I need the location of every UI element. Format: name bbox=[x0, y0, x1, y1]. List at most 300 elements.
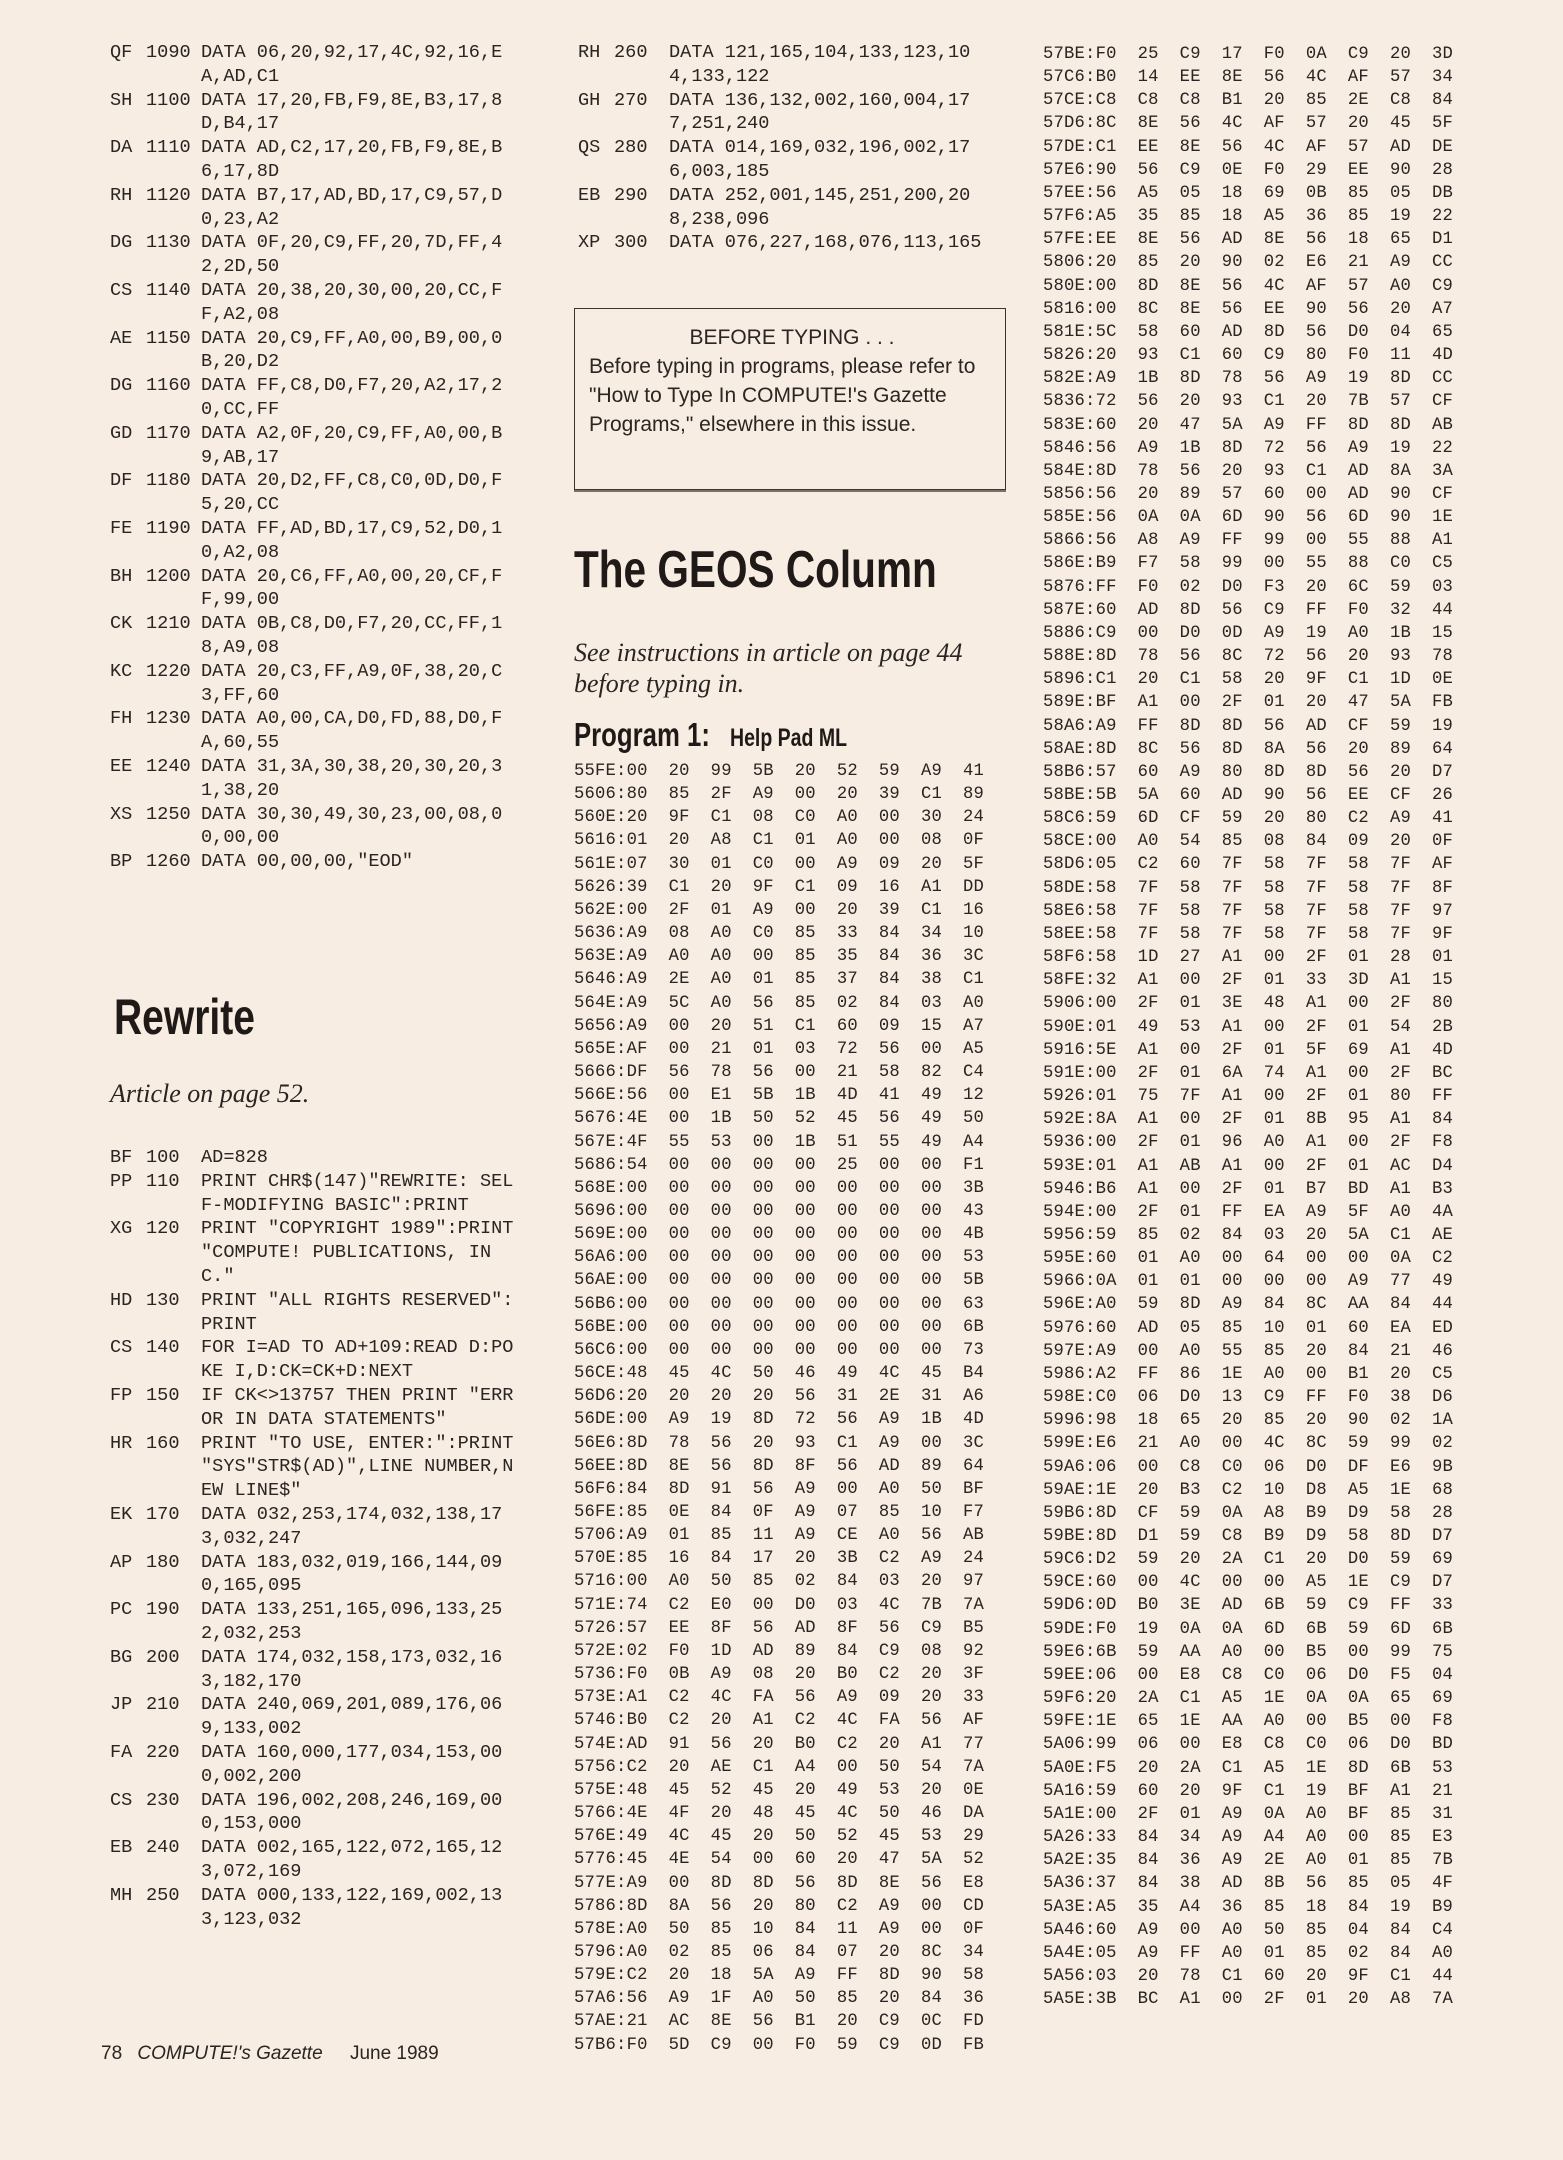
article-title-rewrite: Rewrite bbox=[114, 989, 255, 1045]
checksum: JP bbox=[110, 1694, 133, 1716]
hex-line: 5736:F0 0B A9 08 20 B0 C2 20 3F bbox=[574, 1665, 985, 1685]
hex-line: 59A6:06 00 C8 C0 06 D0 DF E6 9B bbox=[1043, 1457, 1454, 1477]
listing-line bbox=[110, 707, 521, 755]
checksum: EE bbox=[110, 755, 133, 777]
basic-listing-continued bbox=[110, 41, 521, 874]
hex-line: 5A16:59 60 20 9F C1 19 BF A1 21 bbox=[1043, 1781, 1454, 1801]
hex-line: 573E:A1 C2 4C FA 56 A9 09 20 33 bbox=[574, 1688, 985, 1708]
hex-line: 5876:FF F0 02 D0 F3 20 6C 59 03 bbox=[1043, 577, 1454, 597]
checksum: GH bbox=[578, 89, 601, 111]
checksum: CS bbox=[110, 279, 133, 301]
hex-line: 574E:AD 91 56 20 B0 C2 20 A1 77 bbox=[574, 1734, 985, 1754]
code: DATA 121,165,104,133,123,104,133,122 bbox=[669, 42, 971, 87]
listing-line bbox=[110, 1693, 521, 1741]
hex-line: 584E:8D 78 56 20 93 C1 AD 8A 3A bbox=[1043, 461, 1454, 481]
code: DATA A2,0F,20,C9,FF,A0,00,B9,AB,17 bbox=[201, 422, 503, 468]
hex-line: 59C6:D2 59 20 2A C1 20 D0 59 69 bbox=[1043, 1550, 1454, 1570]
program-name: Help Pad ML bbox=[730, 724, 848, 752]
listing-line bbox=[578, 136, 989, 184]
hex-line: 598E:C0 06 D0 13 C9 FF F0 38 D6 bbox=[1043, 1388, 1454, 1408]
code: DATA 0F,20,C9,FF,20,7D,FF,42,2D,50 bbox=[201, 232, 503, 278]
program-label: Program 1: bbox=[574, 716, 710, 753]
page-number: 78 bbox=[101, 2043, 123, 2064]
line-number: 100 bbox=[146, 1147, 180, 1168]
hex-line: 593E:01 A1 AB A1 00 2F 01 AC D4 bbox=[1043, 1156, 1454, 1176]
checksum: CS bbox=[110, 1337, 133, 1359]
hex-line: 56AE:00 00 00 00 00 00 00 00 5B bbox=[574, 1271, 985, 1291]
hex-line: 57D6:8C 8E 56 4C AF 57 20 45 5F bbox=[1043, 114, 1454, 134]
listing-line bbox=[110, 327, 521, 375]
code: PRINT "ALL RIGHTS RESERVED":PRINT bbox=[201, 1289, 514, 1335]
listing-line bbox=[110, 1741, 521, 1789]
hex-line: 57CE:C8 C8 C8 B1 20 85 2E C8 84 bbox=[1043, 91, 1454, 111]
checksum: MH bbox=[110, 1884, 133, 1906]
hex-line: 5626:39 C1 20 9F C1 09 16 A1 DD bbox=[574, 877, 985, 897]
hex-line: 59D6:0D B0 3E AD 6B 59 C9 FF 33 bbox=[1043, 1596, 1454, 1616]
listing-line bbox=[110, 1217, 525, 1288]
code: IF CK<>13757 THEN PRINT "ERROR IN DATA STATEMENTS" bbox=[201, 1384, 514, 1430]
listing-line bbox=[110, 89, 521, 137]
line-number: 160 bbox=[146, 1432, 180, 1454]
checksum: BP bbox=[110, 851, 133, 873]
checksum: BG bbox=[110, 1646, 133, 1668]
hex-line: 59DE:F0 19 0A 0A 6D 6B 59 6D 6B bbox=[1043, 1619, 1454, 1639]
hex-line: 5696:00 00 00 00 00 00 00 00 43 bbox=[574, 1201, 985, 1221]
hex-line: 5A56:03 20 78 C1 60 20 9F C1 44 bbox=[1043, 1966, 1454, 1986]
hex-line: 5886:C9 00 D0 0D A9 19 A0 1B 15 bbox=[1043, 623, 1454, 643]
hex-line: 569E:00 00 00 00 00 00 00 00 4B bbox=[574, 1225, 985, 1245]
hex-line: 589E:BF A1 00 2F 01 20 47 5A FB bbox=[1043, 693, 1454, 713]
hex-line: 58CE:00 A0 54 85 08 84 09 20 0F bbox=[1043, 832, 1454, 852]
code: DATA 20,C9,FF,A0,00,B9,00,0B,20,D2 bbox=[201, 327, 503, 373]
line-number: 260 bbox=[614, 42, 648, 63]
hex-line: 56F6:84 8D 91 56 A9 00 A0 50 BF bbox=[574, 1479, 985, 1499]
listing-line bbox=[110, 1646, 521, 1694]
listing-line bbox=[578, 89, 989, 137]
listing-line bbox=[110, 850, 521, 874]
hex-line: 5606:80 85 2F A9 00 20 39 C1 89 bbox=[574, 785, 985, 805]
hex-line: 5826:20 93 C1 60 C9 80 F0 11 4D bbox=[1043, 346, 1454, 366]
code: DATA B7,17,AD,BD,17,C9,57,D0,23,A2 bbox=[201, 184, 503, 230]
code: PRINT "TO USE, ENTER:":PRINT "SYS"STR$(AD)",LINE NUMBER,NEW LINE$" bbox=[201, 1432, 525, 1502]
hex-line: 5906:00 2F 01 3E 48 A1 00 2F 80 bbox=[1043, 994, 1454, 1014]
listing-line bbox=[110, 184, 521, 232]
article-subtitle-geos: See instructions in article on page 44 before typing in. bbox=[574, 638, 963, 698]
hex-line: 582E:A9 1B 8D 78 56 A9 19 8D CC bbox=[1043, 369, 1454, 389]
checksum: XG bbox=[110, 1218, 133, 1240]
checksum: DF bbox=[110, 470, 133, 492]
line-number: 1170 bbox=[146, 422, 191, 444]
hex-line: 58EE:58 7F 58 7F 58 7F 58 7F 9F bbox=[1043, 924, 1454, 944]
article-title-geos: The GEOS Column bbox=[574, 541, 937, 599]
hex-line: 58D6:05 C2 60 7F 58 7F 58 7F AF bbox=[1043, 855, 1454, 875]
hex-line: 5746:B0 C2 20 A1 C2 4C FA 56 AF bbox=[574, 1711, 985, 1731]
hex-line: 561E:07 30 01 C0 00 A9 09 20 5F bbox=[574, 854, 985, 874]
hex-line: 596E:A0 59 8D A9 84 8C AA 84 44 bbox=[1043, 1295, 1454, 1315]
hex-line: 566E:56 00 E1 5B 1B 4D 41 49 12 bbox=[574, 1086, 985, 1106]
checksum: HD bbox=[110, 1289, 133, 1311]
code: DATA 002,165,122,072,165,123,072,169 bbox=[201, 1837, 503, 1882]
checksum: FE bbox=[110, 517, 133, 539]
listing-line bbox=[110, 565, 521, 613]
listing-line bbox=[578, 184, 989, 232]
hex-line: 5966:0A 01 01 00 00 00 A9 77 49 bbox=[1043, 1272, 1454, 1292]
hex-line: 5A26:33 84 34 A9 A4 A0 00 85 E3 bbox=[1043, 1828, 1454, 1848]
line-number: 250 bbox=[146, 1884, 180, 1906]
hex-line: 57E6:90 56 C9 0E F0 29 EE 90 28 bbox=[1043, 160, 1454, 180]
line-number: 170 bbox=[146, 1503, 180, 1525]
hex-line: 55FE:00 20 99 5B 20 52 59 A9 41 bbox=[574, 762, 985, 781]
checksum: CK bbox=[110, 613, 133, 635]
issue-date: June 1989 bbox=[349, 2043, 439, 2064]
hex-line: 5616:01 20 A8 C1 01 A0 00 08 0F bbox=[574, 831, 985, 851]
hex-line: 57C6:B0 14 EE 8E 56 4C AF 57 34 bbox=[1043, 68, 1454, 88]
hex-line: 57BE:F0 25 C9 17 F0 0A C9 20 3D bbox=[1043, 45, 1454, 64]
hex-line: 5836:72 56 20 93 C1 20 7B 57 CF bbox=[1043, 392, 1454, 412]
hex-line: 58A6:A9 FF 8D 8D 56 AD CF 59 19 bbox=[1043, 716, 1454, 736]
hex-line: 568E:00 00 00 00 00 00 00 00 3B bbox=[574, 1178, 985, 1198]
checksum: FH bbox=[110, 708, 133, 730]
listing-line bbox=[110, 1836, 521, 1884]
hex-line: 59F6:20 2A C1 A5 1E 0A 0A 65 69 bbox=[1043, 1689, 1454, 1709]
checksum: AP bbox=[110, 1551, 133, 1573]
code: DATA 133,251,165,096,133,252,032,253 bbox=[201, 1599, 503, 1644]
hex-line: 586E:B9 F7 58 99 00 55 88 C0 C5 bbox=[1043, 554, 1454, 574]
hex-line: 5636:A9 08 A0 C0 85 33 84 34 10 bbox=[574, 924, 985, 944]
program-header bbox=[574, 716, 880, 754]
hex-line: 595E:60 01 A0 00 64 00 00 0A C2 bbox=[1043, 1249, 1454, 1269]
line-number: 1180 bbox=[146, 470, 191, 492]
hex-line: 58FE:32 A1 00 2F 01 33 3D A1 15 bbox=[1043, 971, 1454, 991]
hex-line: 576E:49 4C 45 20 50 52 45 53 29 bbox=[574, 1827, 985, 1847]
checksum: FP bbox=[110, 1384, 133, 1406]
code: DATA 000,133,122,169,002,133,123,032 bbox=[201, 1884, 503, 1930]
hex-line: 585E:56 0A 0A 6D 90 56 6D 90 1E bbox=[1043, 508, 1454, 528]
code: DATA 183,032,019,166,144,090,165,095 bbox=[201, 1551, 503, 1597]
listing-line bbox=[578, 41, 989, 89]
listing-line bbox=[110, 1432, 525, 1503]
hex-line: 5786:8D 8A 56 20 80 C2 A9 00 CD bbox=[574, 1896, 985, 1916]
listing-line bbox=[110, 755, 521, 803]
line-number: 140 bbox=[146, 1337, 180, 1359]
listing-line bbox=[110, 1289, 521, 1337]
listing-line bbox=[110, 422, 521, 470]
listing-line bbox=[110, 803, 521, 851]
listing-line bbox=[110, 469, 521, 517]
code: DATA 014,169,032,196,002,176,003,185 bbox=[669, 137, 971, 182]
checksum: DG bbox=[110, 232, 133, 254]
checksum: PC bbox=[110, 1599, 133, 1621]
line-number: 1100 bbox=[146, 89, 191, 111]
hex-line: 571E:74 C2 E0 00 D0 03 4C 7B 7A bbox=[574, 1595, 985, 1615]
listing-line bbox=[110, 1146, 521, 1170]
hex-line: 5A06:99 06 00 E8 C8 C0 06 D0 BD bbox=[1043, 1735, 1454, 1755]
checksum: BF bbox=[110, 1147, 133, 1168]
checksum: DA bbox=[110, 137, 133, 159]
listing-line bbox=[110, 231, 521, 279]
hex-line: 56E6:8D 78 56 20 93 C1 A9 00 3C bbox=[574, 1433, 985, 1453]
article-subtitle-rewrite: Article on page 52. bbox=[110, 1079, 310, 1108]
hex-listing-middle bbox=[574, 760, 984, 2057]
hex-line: 567E:4F 55 53 00 1B 51 55 49 A4 bbox=[574, 1132, 985, 1152]
hex-line: 599E:E6 21 A0 00 4C 8C 59 99 02 bbox=[1043, 1434, 1454, 1454]
code: DATA 0B,C8,D0,F7,20,CC,FF,18,A9,08 bbox=[201, 613, 503, 658]
hex-line: 58BE:5B 5A 60 AD 90 56 EE CF 26 bbox=[1043, 786, 1454, 805]
hex-line: 5A5E:3B BC A1 00 2F 01 20 A8 7A bbox=[1043, 1990, 1454, 2010]
code: DATA 160,000,177,034,153,000,002,200 bbox=[201, 1741, 503, 1787]
listing-line bbox=[110, 1384, 521, 1432]
line-number: 280 bbox=[614, 137, 648, 159]
checksum: EB bbox=[110, 1837, 133, 1859]
code: DATA 31,3A,30,38,20,30,20,31,38,20 bbox=[201, 755, 503, 801]
hex-line: 56CE:48 45 4C 50 46 49 4C 45 B4 bbox=[574, 1364, 985, 1384]
code: DATA 20,C3,FF,A9,0F,38,20,C3,FF,60 bbox=[201, 660, 503, 706]
hex-line: 5646:A9 2E A0 01 85 37 84 38 C1 bbox=[574, 970, 985, 990]
listing-line bbox=[578, 231, 989, 255]
hex-line: 5686:54 00 00 00 00 25 00 00 F1 bbox=[574, 1155, 985, 1175]
listing-line bbox=[110, 1170, 521, 1218]
hex-line: 59BE:8D D1 59 C8 B9 D9 58 8D D7 bbox=[1043, 1527, 1454, 1546]
hex-line: 5A4E:05 A9 FF A0 01 85 02 84 A0 bbox=[1043, 1943, 1454, 1963]
hex-line: 5816:00 8C 8E 56 EE 90 56 20 A7 bbox=[1043, 299, 1454, 319]
line-number: 150 bbox=[146, 1384, 180, 1406]
checksum: KC bbox=[110, 660, 133, 682]
listing-line bbox=[110, 1598, 521, 1646]
line-number: 1260 bbox=[146, 851, 191, 873]
hex-line: 580E:00 8D 8E 56 4C AF 57 A0 C9 bbox=[1043, 276, 1454, 296]
line-number: 220 bbox=[146, 1741, 180, 1763]
hex-line: 594E:00 2F 01 FF EA A9 5F A0 4A bbox=[1043, 1202, 1454, 1222]
hex-line: 57FE:EE 8E 56 AD 8E 56 18 65 D1 bbox=[1043, 230, 1454, 250]
hex-line: 5726:57 EE 8F 56 AD 8F 56 C9 B5 bbox=[574, 1618, 985, 1638]
before-typing-body: Before typing in programs, please refer to "How to Type In COMPUTE!'s Gazette Programs," elsewhere in this issue. bbox=[589, 355, 976, 436]
hex-line: 57F6:A5 35 85 18 A5 36 85 19 22 bbox=[1043, 207, 1454, 227]
hex-line: 5946:B6 A1 00 2F 01 B7 BD A1 B3 bbox=[1043, 1179, 1454, 1199]
code: DATA 06,20,92,17,4C,92,16,EA,AD,C1 bbox=[201, 42, 503, 87]
line-number: 180 bbox=[146, 1551, 180, 1573]
hex-line: 5676:4E 00 1B 50 52 45 56 49 50 bbox=[574, 1109, 985, 1129]
checksum: FA bbox=[110, 1741, 133, 1763]
hex-line: 59CE:60 00 4C 00 00 A5 1E C9 D7 bbox=[1043, 1573, 1454, 1593]
checksum: QS bbox=[578, 137, 601, 159]
hex-line: 575E:48 45 52 45 20 49 53 20 0E bbox=[574, 1780, 985, 1800]
hex-line: 56DE:00 A9 19 8D 72 56 A9 1B 4D bbox=[574, 1410, 985, 1430]
hex-line: 583E:60 20 47 5A A9 FF 8D 8D AB bbox=[1043, 415, 1454, 435]
hex-line: 579E:C2 20 18 5A A9 FF 8D 90 58 bbox=[574, 1966, 985, 1986]
hex-line: 56BE:00 00 00 00 00 00 00 00 6B bbox=[574, 1317, 985, 1337]
hex-line: 5896:C1 20 C1 58 20 9F C1 1D 0E bbox=[1043, 670, 1454, 690]
line-number: 110 bbox=[146, 1170, 180, 1192]
hex-line: 5776:45 4E 54 00 60 20 47 5A 52 bbox=[574, 1850, 985, 1870]
line-number: 270 bbox=[614, 89, 648, 111]
hex-line: 5666:DF 56 78 56 00 21 58 82 C4 bbox=[574, 1063, 985, 1083]
line-number: 230 bbox=[146, 1789, 180, 1811]
before-typing-title: BEFORE TYPING . . . bbox=[689, 326, 895, 349]
hex-line: 56C6:00 00 00 00 00 00 00 00 73 bbox=[574, 1340, 985, 1360]
hex-line: 59E6:6B 59 AA A0 00 B5 00 99 75 bbox=[1043, 1642, 1454, 1662]
hex-line: 592E:8A A1 00 2F 01 8B 95 A1 84 bbox=[1043, 1110, 1454, 1130]
hex-line: 57A6:56 A9 1F A0 50 85 20 84 36 bbox=[574, 1989, 985, 2009]
hex-line: 58AE:8D 8C 56 8D 8A 56 20 89 64 bbox=[1043, 739, 1454, 759]
listing-line bbox=[110, 41, 521, 89]
listing-line bbox=[110, 612, 521, 660]
line-number: 1140 bbox=[146, 279, 191, 301]
hex-line: 590E:01 49 53 A1 00 2F 01 54 2B bbox=[1043, 1017, 1454, 1037]
hex-line: 5936:00 2F 01 96 A0 A1 00 2F F8 bbox=[1043, 1133, 1454, 1153]
hex-line: 564E:A9 5C A0 56 85 02 84 03 A0 bbox=[574, 993, 985, 1013]
hex-line: 5986:A2 FF 86 1E A0 00 B1 20 C5 bbox=[1043, 1364, 1454, 1384]
hex-line: 57B6:F0 5D C9 00 F0 59 C9 0D FB bbox=[574, 2035, 985, 2055]
hex-line: 58B6:57 60 A9 80 8D 8D 56 20 D7 bbox=[1043, 762, 1454, 782]
hex-line: 5866:56 A8 A9 FF 99 00 55 88 A1 bbox=[1043, 531, 1454, 551]
line-number: 1130 bbox=[146, 232, 191, 254]
listing-line bbox=[110, 1789, 521, 1837]
line-number: 1110 bbox=[146, 137, 191, 159]
hex-line: 59B6:8D CF 59 0A A8 B9 D9 58 28 bbox=[1043, 1503, 1454, 1523]
hex-line: 5846:56 A9 1B 8D 72 56 A9 19 22 bbox=[1043, 438, 1454, 458]
code: PRINT CHR$(147)"REWRITE: SELF-MODIFYING BASIC":PRINT bbox=[201, 1170, 514, 1216]
code: PRINT "COPYRIGHT 1989":PRINT "COMPUTE! PUBLICATIONS, INC." bbox=[201, 1218, 525, 1287]
line-number: 190 bbox=[146, 1599, 180, 1621]
line-number: 300 bbox=[614, 232, 648, 254]
checksum: XP bbox=[578, 232, 601, 254]
hex-line: 56EE:8D 8E 56 8D 8F 56 AD 89 64 bbox=[574, 1456, 985, 1476]
code: DATA 30,30,49,30,23,00,08,00,00,00 bbox=[201, 803, 503, 849]
line-number: 1190 bbox=[146, 517, 191, 539]
checksum: XS bbox=[110, 803, 133, 825]
code: DATA 076,227,168,076,113,165 bbox=[669, 232, 982, 254]
listing-line bbox=[110, 1336, 521, 1384]
hex-line: 58E6:58 7F 58 7F 58 7F 58 7F 97 bbox=[1043, 901, 1454, 921]
checksum: RH bbox=[110, 184, 133, 206]
hex-line: 59EE:06 00 E8 C8 C0 06 D0 F5 04 bbox=[1043, 1665, 1454, 1685]
hex-line: 572E:02 F0 1D AD 89 84 C9 08 92 bbox=[574, 1641, 985, 1661]
hex-line: 5796:A0 02 85 06 84 07 20 8C 34 bbox=[574, 1942, 985, 1962]
hex-line: 5A2E:35 84 36 A9 2E A0 01 85 7B bbox=[1043, 1851, 1454, 1871]
hex-line: 588E:8D 78 56 8C 72 56 20 93 78 bbox=[1043, 647, 1454, 667]
hex-line: 581E:5C 58 60 AD 8D 56 D0 04 65 bbox=[1043, 322, 1454, 342]
code: DATA AD,C2,17,20,FB,F9,8E,B6,17,8D bbox=[201, 137, 503, 182]
checksum: RH bbox=[578, 42, 601, 63]
listing-line bbox=[110, 374, 521, 422]
hex-line: 5706:A9 01 85 11 A9 CE A0 56 AB bbox=[574, 1526, 985, 1546]
checksum: QF bbox=[110, 42, 133, 63]
hex-line: 578E:A0 50 85 10 84 11 A9 00 0F bbox=[574, 1919, 985, 1939]
line-number: 240 bbox=[146, 1837, 180, 1859]
listing-line bbox=[110, 1551, 521, 1599]
listing-line bbox=[110, 1503, 521, 1551]
code: FOR I=AD TO AD+109:READ D:POKE I,D:CK=CK+D:NEXT bbox=[201, 1337, 514, 1383]
code: DATA FF,C8,D0,F7,20,A2,17,20,CC,FF bbox=[201, 375, 503, 420]
hex-line: 5A0E:F5 20 2A C1 A5 1E 8D 6B 53 bbox=[1043, 1758, 1454, 1778]
hex-line: 5956:59 85 02 84 03 20 5A C1 AE bbox=[1043, 1225, 1454, 1245]
line-number: 200 bbox=[146, 1646, 180, 1668]
checksum: AE bbox=[110, 327, 133, 349]
line-number: 1150 bbox=[146, 327, 191, 349]
hex-line: 563E:A9 A0 A0 00 85 35 84 36 3C bbox=[574, 947, 985, 967]
hex-line: 5806:20 85 20 90 02 E6 21 A9 CC bbox=[1043, 253, 1454, 273]
listing-line bbox=[110, 136, 521, 184]
hex-line: 58DE:58 7F 58 7F 58 7F 58 7F 8F bbox=[1043, 878, 1454, 898]
hex-line: 5976:60 AD 05 85 10 01 60 EA ED bbox=[1043, 1318, 1454, 1338]
checksum: EB bbox=[578, 184, 601, 206]
hex-line: 587E:60 AD 8D 56 C9 FF F0 32 44 bbox=[1043, 600, 1454, 620]
checksum: BH bbox=[110, 565, 133, 587]
publication-name: COMPUTE!'s Gazette bbox=[137, 2043, 323, 2064]
hex-line: 5926:01 75 7F A1 00 2F 01 80 FF bbox=[1043, 1087, 1454, 1107]
checksum: GD bbox=[110, 422, 133, 444]
hex-line: 5A3E:A5 35 A4 36 85 18 84 19 B9 bbox=[1043, 1897, 1454, 1917]
page-footer bbox=[101, 2043, 439, 2065]
code: DATA 136,132,002,160,004,177,251,240 bbox=[669, 89, 971, 135]
hex-line: 5A46:60 A9 00 A0 50 85 04 84 C4 bbox=[1043, 1920, 1454, 1940]
hex-line: 56B6:00 00 00 00 00 00 00 00 63 bbox=[574, 1294, 985, 1314]
hex-line: 5916:5E A1 00 2F 01 5F 69 A1 4D bbox=[1043, 1040, 1454, 1060]
hex-line: 560E:20 9F C1 08 C0 A0 00 30 24 bbox=[574, 808, 985, 828]
hex-line: 577E:A9 00 8D 8D 56 8D 8E 56 E8 bbox=[574, 1873, 985, 1893]
code: DATA 20,38,20,30,00,20,CC,FF,A2,08 bbox=[201, 279, 503, 325]
hex-line: 591E:00 2F 01 6A 74 A1 00 2F BC bbox=[1043, 1063, 1454, 1083]
checksum: PP bbox=[110, 1170, 133, 1192]
code: DATA 032,253,174,032,138,173,032,247 bbox=[201, 1503, 503, 1549]
hex-line: 56D6:20 20 20 20 56 31 2E 31 A6 bbox=[574, 1387, 985, 1407]
line-number: 210 bbox=[146, 1694, 180, 1716]
line-number: 1240 bbox=[146, 755, 191, 777]
basic-listing-rewrite-continued bbox=[578, 41, 989, 255]
hex-line: 5766:4E 4F 20 48 45 4C 50 46 DA bbox=[574, 1804, 985, 1824]
listing-line bbox=[110, 1884, 521, 1932]
hex-line: 56A6:00 00 00 00 00 00 00 00 53 bbox=[574, 1248, 985, 1268]
code: DATA 00,00,00,"EOD" bbox=[201, 851, 414, 873]
hex-line: 5656:A9 00 20 51 C1 60 09 15 A7 bbox=[574, 1016, 985, 1036]
checksum: CS bbox=[110, 1789, 133, 1811]
hex-line: 59FE:1E 65 1E AA A0 00 B5 00 F8 bbox=[1043, 1712, 1454, 1732]
code: DATA 20,C6,FF,A0,00,20,CF,FF,99,00 bbox=[201, 565, 503, 611]
line-number: 120 bbox=[146, 1218, 180, 1240]
line-number: 1220 bbox=[146, 660, 191, 682]
basic-listing-rewrite bbox=[110, 1146, 525, 1931]
code: DATA 196,002,208,246,169,000,153,000 bbox=[201, 1789, 503, 1835]
hex-listing-right bbox=[1043, 43, 1453, 2011]
hex-line: 5A36:37 84 38 AD 8B 56 85 05 4F bbox=[1043, 1874, 1454, 1894]
code: DATA 252,001,145,251,200,208,238,096 bbox=[669, 184, 971, 230]
line-number: 290 bbox=[614, 184, 648, 206]
code: AD=828 bbox=[201, 1147, 268, 1168]
code: DATA 20,D2,FF,C8,C0,0D,D0,F5,20,CC bbox=[201, 470, 503, 516]
line-number: 130 bbox=[146, 1289, 180, 1311]
code: DATA 17,20,FB,F9,8E,B3,17,8D,B4,17 bbox=[201, 89, 503, 135]
hex-line: 57AE:21 AC 8E 56 B1 20 C9 0C FD bbox=[574, 2012, 985, 2032]
code: DATA A0,00,CA,D0,FD,88,D0,FA,60,55 bbox=[201, 708, 503, 754]
hex-line: 5716:00 A0 50 85 02 84 03 20 97 bbox=[574, 1572, 985, 1592]
hex-line: 59AE:1E 20 B3 C2 10 D8 A5 1E 68 bbox=[1043, 1480, 1454, 1500]
line-number: 1200 bbox=[146, 565, 191, 587]
listing-line bbox=[110, 660, 521, 708]
hex-line: 57DE:C1 EE 8E 56 4C AF 57 AD DE bbox=[1043, 137, 1454, 157]
hex-line: 5A1E:00 2F 01 A9 0A A0 BF 85 31 bbox=[1043, 1804, 1454, 1824]
hex-line: 58C6:59 6D CF 59 20 80 C2 A9 41 bbox=[1043, 809, 1454, 829]
listing-line bbox=[110, 279, 521, 327]
hex-line: 58F6:58 1D 27 A1 00 2F 01 28 01 bbox=[1043, 948, 1454, 968]
code: DATA 174,032,158,173,032,163,182,170 bbox=[201, 1646, 503, 1692]
hex-line: 570E:85 16 84 17 20 3B C2 A9 24 bbox=[574, 1549, 985, 1569]
hex-line: 5756:C2 20 AE C1 A4 00 50 54 7A bbox=[574, 1757, 985, 1777]
line-number: 1230 bbox=[146, 708, 191, 730]
hex-line: 56FE:85 0E 84 0F A9 07 85 10 F7 bbox=[574, 1503, 985, 1522]
code: DATA FF,AD,BD,17,C9,52,D0,10,A2,08 bbox=[201, 517, 503, 563]
checksum: DG bbox=[110, 375, 133, 397]
line-number: 1210 bbox=[146, 613, 191, 635]
